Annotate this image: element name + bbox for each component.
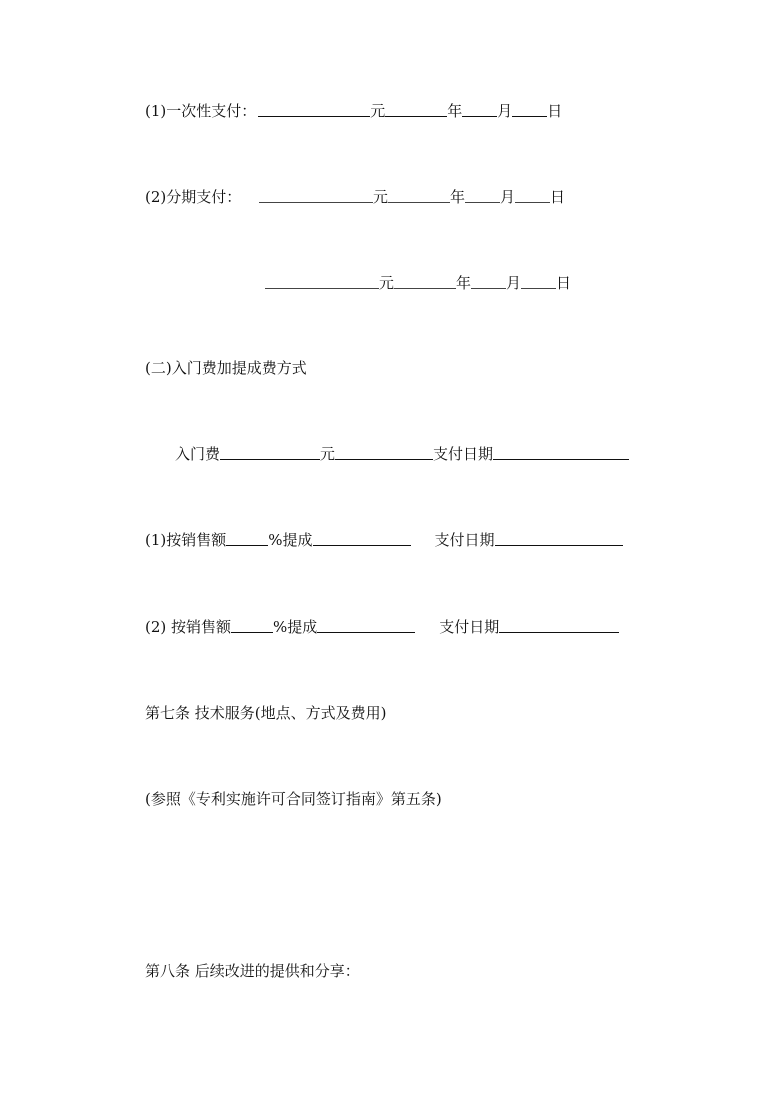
royalty2-amount-field[interactable] bbox=[317, 618, 415, 633]
installment2-month-field[interactable] bbox=[471, 274, 506, 289]
percent-label: %提成 bbox=[273, 618, 318, 636]
yuan-label: 元 bbox=[320, 445, 336, 463]
lump-sum-amount-field[interactable] bbox=[258, 102, 370, 117]
installment-label: (2)分期支付： bbox=[145, 188, 242, 206]
day-label: 日 bbox=[556, 274, 572, 292]
installment-year-field[interactable] bbox=[388, 188, 450, 203]
installment-day-field[interactable] bbox=[515, 188, 550, 203]
royalty2-label: (2) 按销售额 bbox=[145, 618, 232, 636]
article7-reference: (参照《专利实施许可合同签订指南》第五条) bbox=[145, 790, 442, 808]
yuan-label: 元 bbox=[370, 102, 386, 120]
royalty2-percent-field[interactable] bbox=[231, 618, 273, 633]
entry-fee-label: 入门费 bbox=[175, 445, 221, 463]
royalty1-date-field[interactable] bbox=[495, 531, 623, 546]
royalty-row-2 bbox=[145, 617, 619, 637]
month-label: 月 bbox=[500, 188, 516, 206]
yuan-label: 元 bbox=[373, 188, 389, 206]
entry-fee-extra-field[interactable] bbox=[335, 445, 433, 460]
year-label: 年 bbox=[447, 102, 463, 120]
month-label: 月 bbox=[497, 102, 513, 120]
year-label: 年 bbox=[456, 274, 472, 292]
month-label: 月 bbox=[506, 274, 522, 292]
lump-sum-month-field[interactable] bbox=[462, 102, 497, 117]
article8-title: 第八条 后续改进的提供和分享： bbox=[145, 962, 360, 980]
installment-month-field[interactable] bbox=[465, 188, 500, 203]
pay-date-label: 支付日期 bbox=[434, 531, 495, 549]
yuan-label: 元 bbox=[379, 274, 395, 292]
lump-sum-year-field[interactable] bbox=[385, 102, 447, 117]
royalty2-date-field[interactable] bbox=[499, 618, 619, 633]
lump-sum-label: (1)一次性支付： bbox=[145, 102, 257, 120]
installment-amount-field[interactable] bbox=[259, 188, 373, 203]
installment2-day-field[interactable] bbox=[521, 274, 556, 289]
lump-sum-day-field[interactable] bbox=[512, 102, 547, 117]
percent-label: %提成 bbox=[268, 531, 313, 549]
article7-title: 第七条 技术服务(地点、方式及费用) bbox=[145, 704, 387, 722]
entry-fee-row bbox=[175, 444, 629, 464]
pay-date-label: 支付日期 bbox=[439, 618, 500, 636]
day-label: 日 bbox=[550, 188, 566, 206]
installment-row bbox=[145, 187, 565, 207]
entry-fee-amount-field[interactable] bbox=[220, 445, 320, 460]
entry-fee-date-field[interactable] bbox=[493, 445, 629, 460]
pay-date-label: 支付日期 bbox=[433, 445, 494, 463]
installment-row-2 bbox=[265, 273, 571, 293]
installment2-year-field[interactable] bbox=[394, 274, 456, 289]
entry-fee-heading: (二)入门费加提成费方式 bbox=[145, 359, 307, 377]
lump-sum-row bbox=[145, 101, 562, 121]
installment2-amount-field[interactable] bbox=[265, 274, 379, 289]
royalty1-amount-field[interactable] bbox=[313, 531, 411, 546]
royalty1-percent-field[interactable] bbox=[226, 531, 268, 546]
year-label: 年 bbox=[450, 188, 466, 206]
royalty-row-1 bbox=[145, 530, 623, 550]
day-label: 日 bbox=[547, 102, 563, 120]
royalty1-label: (1)按销售额 bbox=[145, 531, 227, 549]
